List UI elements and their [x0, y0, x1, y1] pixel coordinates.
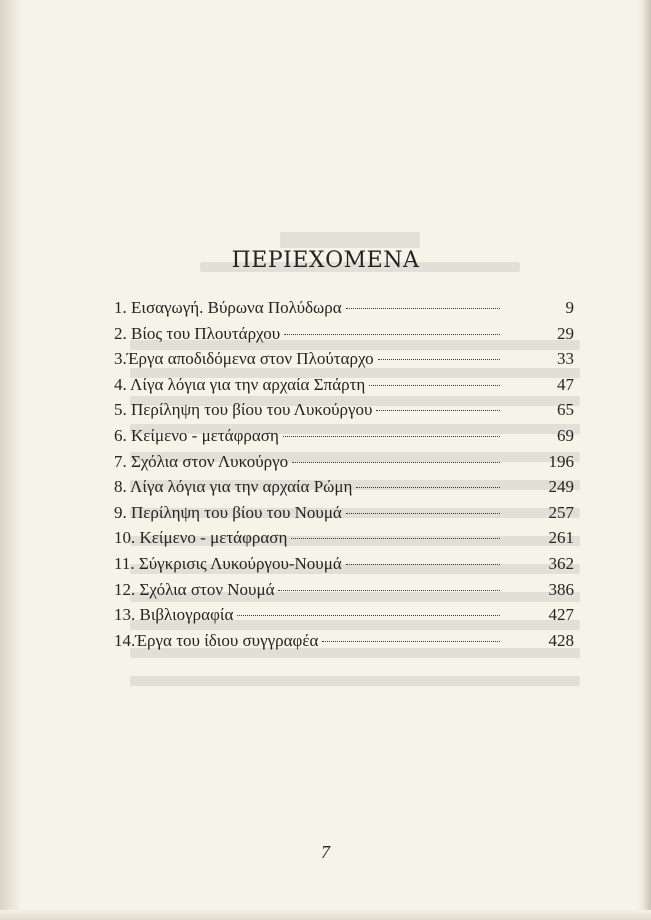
toc-dot-leader [346, 564, 500, 565]
toc-entry[interactable] [114, 400, 574, 426]
toc-entry-label: 12. Σχόλια στον Νουμά [114, 579, 275, 599]
table-of-contents [114, 298, 574, 656]
toc-entry[interactable] [114, 349, 574, 375]
toc-entry-page: 69 [557, 425, 574, 445]
toc-entry[interactable] [114, 324, 574, 350]
toc-entry-page: 261 [548, 528, 574, 548]
toc-dot-leader [284, 334, 500, 335]
toc-entry-label: 10. Κείμενο - μετάφραση [114, 528, 288, 548]
toc-entry-label: 9. Περίληψη του βίου του Νουμά [114, 502, 342, 522]
toc-entry-page: 29 [557, 323, 574, 343]
toc-dot-leader [378, 359, 500, 360]
toc-entry-page: 47 [557, 374, 574, 394]
toc-entry-label: 4. Λίγα λόγια για την αρχαία Σπάρτη [114, 374, 366, 394]
toc-entry-label: 8. Λίγα λόγια για την αρχαία Ρώμη [114, 477, 353, 497]
toc-dot-leader [283, 436, 500, 437]
toc-dot-leader [278, 590, 500, 591]
toc-entry-page: 65 [557, 400, 574, 420]
toc-entry-page: 257 [548, 502, 574, 522]
toc-dot-leader [346, 513, 500, 514]
toc-entry-page: 386 [548, 579, 574, 599]
toc-entry-label: 7. Σχόλια στον Λυκούργο [114, 451, 289, 471]
page-edge-bottom [0, 910, 651, 920]
toc-dot-leader [291, 538, 500, 539]
toc-entry[interactable] [114, 631, 574, 657]
show-through-line [280, 232, 420, 248]
toc-entry-page: 362 [548, 553, 574, 573]
toc-entry-label: 14.Έργα του ίδιου συγγραφέα [114, 630, 319, 650]
toc-dot-leader [356, 487, 500, 488]
toc-entry-label: 5. Περίληψη του βίου του Λυκούργου [114, 400, 373, 420]
toc-dot-leader [237, 615, 500, 616]
toc-entry-label: 11. Σύγκρισις Λυκούργου-Νουμά [114, 553, 342, 573]
show-through-line [130, 676, 580, 686]
toc-dot-leader [346, 308, 500, 309]
toc-entry[interactable] [114, 452, 574, 478]
toc-entry-page: 427 [548, 605, 574, 625]
toc-entry[interactable] [114, 426, 574, 452]
toc-entry[interactable] [114, 528, 574, 554]
toc-entry-label: 6. Κείμενο - μετάφραση [114, 425, 279, 445]
toc-entry-label: 2. Βίος του Πλουτάρχου [114, 323, 281, 343]
toc-entry-page: 428 [548, 630, 574, 650]
toc-dot-leader [376, 410, 500, 411]
toc-entry[interactable] [114, 503, 574, 529]
toc-entry-label: 3.Έργα αποδιδόμενα στον Πλούταρχο [114, 349, 374, 369]
toc-entry-page: 249 [548, 477, 574, 497]
toc-title: ΠΕΡΙΕΧΟΜΕΝΑ [231, 248, 420, 273]
toc-entry-label: 1. Εισαγωγή. Βύρωνα Πολύδωρα [114, 298, 342, 317]
page-edge-right [637, 0, 651, 920]
toc-entry[interactable] [114, 580, 574, 606]
toc-entry[interactable] [114, 554, 574, 580]
toc-entry[interactable] [114, 477, 574, 503]
toc-entry[interactable] [114, 298, 574, 324]
toc-dot-leader [322, 641, 500, 642]
toc-entry-page: 9 [565, 298, 574, 317]
toc-entry-label: 13. Βιβλιογραφία [114, 605, 234, 625]
toc-entry-page: 33 [557, 349, 574, 369]
toc-entry[interactable] [114, 605, 574, 631]
toc-dot-leader [369, 385, 500, 386]
toc-dot-leader [292, 462, 500, 463]
page-number: 7 [321, 842, 330, 862]
page-gutter-shadow [0, 0, 22, 920]
toc-entry[interactable] [114, 375, 574, 401]
toc-entry-page: 196 [548, 451, 574, 471]
